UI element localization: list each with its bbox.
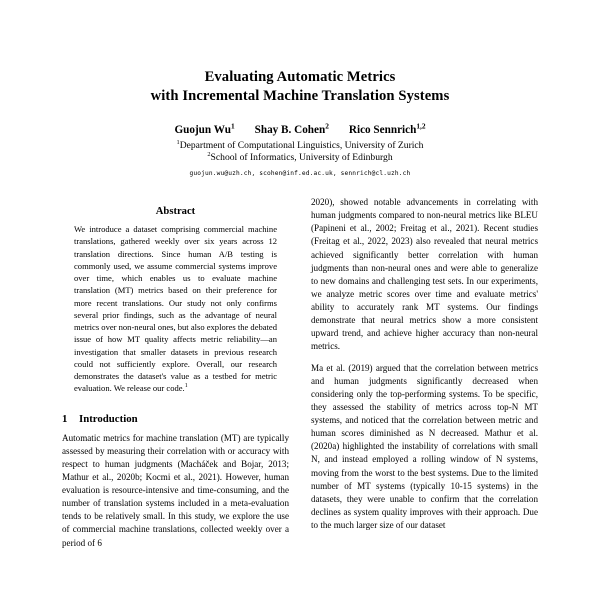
paper-header xyxy=(62,0,538,177)
left-column xyxy=(62,196,289,600)
author-1 xyxy=(174,120,235,136)
page-title xyxy=(62,68,538,107)
author-1-name: Guojun Wu xyxy=(174,123,231,136)
section-heading-introduction xyxy=(62,413,289,425)
section-title: Introduction xyxy=(79,412,138,425)
author-emails: guojun.wu@uzh.ch, scohen@inf.ed.ac.uk, sennrich@cl.uzh.ch xyxy=(189,170,411,177)
author-2-name: Shay B. Cohen xyxy=(254,123,326,136)
affiliation-2-mark: 2 xyxy=(207,151,211,159)
author-3 xyxy=(348,120,426,136)
author-3-name: Rico Sennrich xyxy=(348,123,417,136)
title-line-2: with Incremental Machine Translation Systems xyxy=(150,88,450,105)
affiliation-2 xyxy=(62,152,538,165)
title-line-1: Evaluating Automatic Metrics xyxy=(204,69,396,85)
author-2 xyxy=(254,120,329,136)
right-column-paragraph-1: 2020), showed notable advancements in correlating with human judgments compared to non-neural metrics like BLEU (Papineni et al., 2002; Freitag et al., 2021). Recent studies (Freitag et al., 2022, 2023) also revealed that neural metrics achieved significantly better correlation with human judgments than non-neural ones and were able to generalize to new domains and challenging test sets. In our experiments, we analyze metric scores over time and evaluate metrics' ability to accurately rank MT systems. Our findings demonstrate that neural metrics show a more consistent upward trend, and achieve higher accuracy than non-neural metrics. xyxy=(311,197,538,352)
affiliation-2-text: School of Informatics, University of Edinburgh xyxy=(210,152,393,164)
paragraph-spacer xyxy=(311,354,538,362)
body-columns xyxy=(62,196,538,600)
abstract-heading: Abstract xyxy=(155,206,196,217)
right-column-paragraph-2: Ma et al. (2019) argued that the correlation between metrics and human judgments significantly decreased when considering only the top-performing systems. To be specific, they assessed the stability of metrics across top-N MT systems, and noticed that the correlation between metric and human scores diminished as N decreased. Mathur et al. (2020a) highlighted the instability of correlations with small N, and instead employed a rolling window of N systems, moving from the worst to the best systems. Due to the limited number of MT systems (typically 10-15 systems) in the datasets, they were unable to confirm that the correlation declines as system quality improves with their approach. Due to the much larger size of our dataset xyxy=(311,362,538,530)
abstract-footnote-marker: 1 xyxy=(184,383,188,390)
affiliation-list xyxy=(62,140,538,166)
right-column xyxy=(311,196,538,600)
author-1-affil-mark: 1 xyxy=(230,120,235,130)
author-3-affil-mark: 1,2 xyxy=(416,120,426,130)
section-number: 1 xyxy=(62,412,68,425)
author-list xyxy=(62,120,538,136)
affiliation-1 xyxy=(62,140,538,153)
introduction-paragraph-1: Automatic metrics for machine translation (MT) are typically assessed by measuring their correlation with or accuracy with respect to human judgments (Macháček and Bojar, 2013; Mathur et al., 2020b; Kocmi et al., 2021). However, human evaluation is resource-intensive and time-consuming, and the number of translation systems included in a meta-evaluation tends to be relatively small. In this study, we explore the use of commercial machine translations, collected weekly over a period of 6 xyxy=(62,432,289,548)
abstract-body-text: We introduce a dataset comprising commercial machine translations, gathered weekly over six years across 12 translation directions. Since human A/B testing is commonly used, we assume commercial systems improve over time, which enables us to evaluate machine translation (MT) metrics based on their preference for more recent translations. Our study not only confirms several prior findings, such as the advantage of neural metrics over non-neural ones, but also explores the debated issue of how MT quality affects metric reliability—an investigation that smaller datasets in previous research could not sufficiently explore. Overall, our research demonstrates the dataset's value as a testbed for metric evaluation. We release our code. xyxy=(74,224,277,394)
affiliation-1-text: Department of Computational Linguistics, University of Zurich xyxy=(179,139,424,151)
author-2-affil-mark: 2 xyxy=(325,120,329,130)
abstract-text xyxy=(62,223,289,395)
affiliation-1-mark: 1 xyxy=(176,138,180,146)
